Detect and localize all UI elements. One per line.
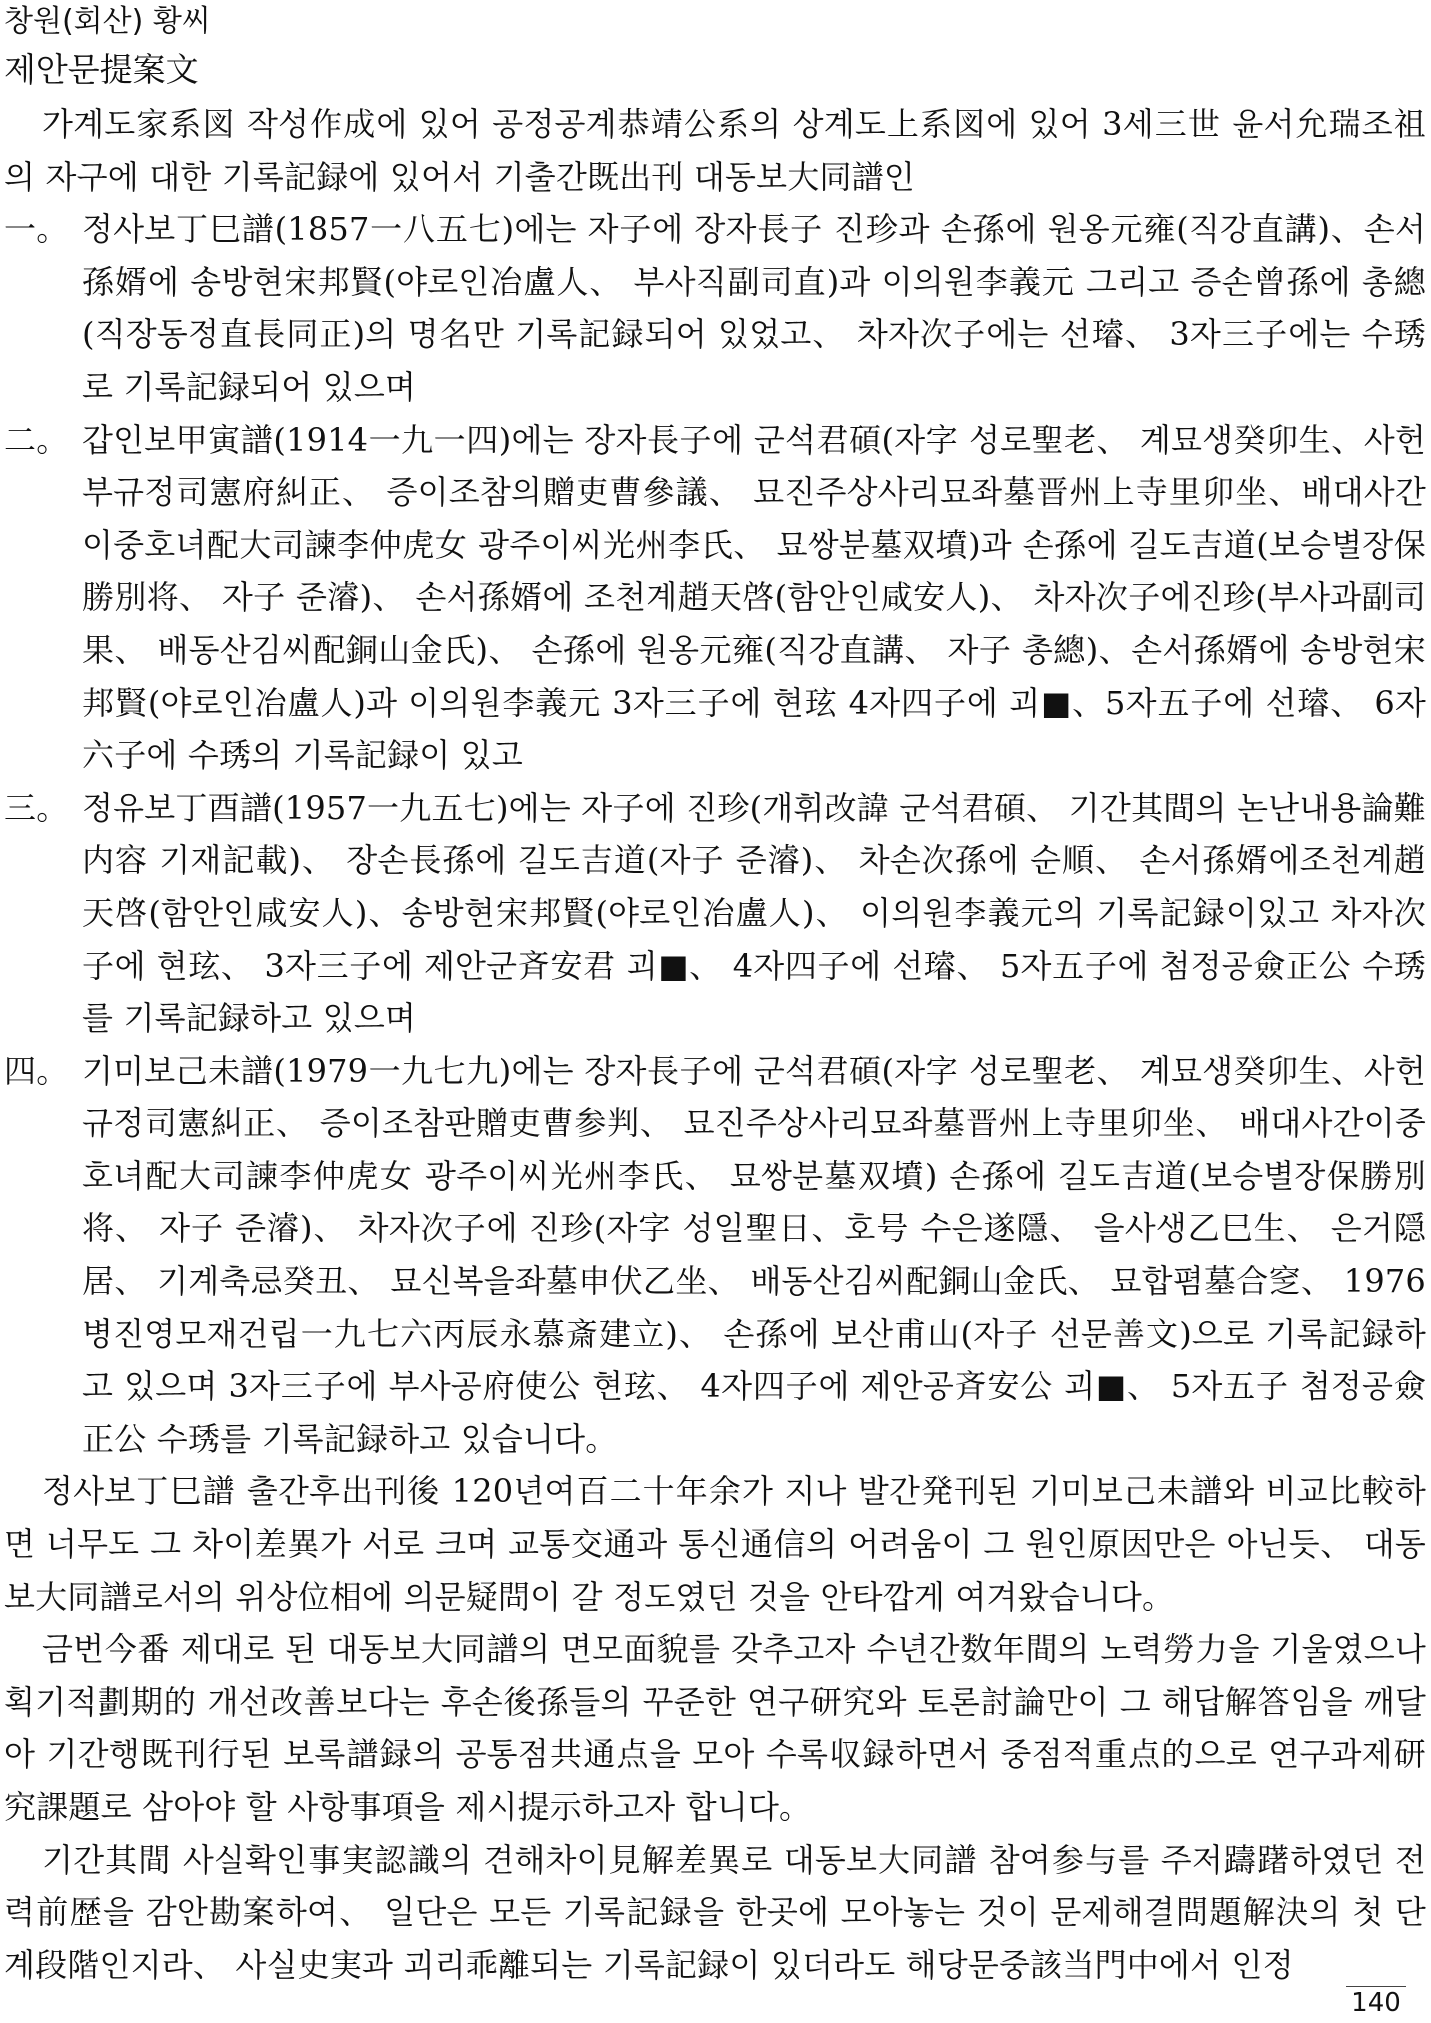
list-item-text: 기미보己未譜(1979一九七九)에는 장자長子에 군석君碩(자字 성로聖老、 계묘생癸卯生、사헌규정司憲糾正、 증이조참판贈吏曹参判、 묘진주상사리묘좌墓晋州上寺里卯坐、 배대사간이중호녀配大司諫李仲虎女 광주이씨光州李氏、 묘쌍분墓双墳) 손孫에 길도吉道(보승별장保勝別将、 자子 준濬)、 차자次子에 진珍(자字 성일聖日、호号 수은遂隱、 을사생乙巳生、 은거隠居、 기계축忌癸丑、 묘신복을좌墓申伏乙坐、 배동산김씨配銅山金氏、 묘합폄墓合窆、 1976병진영모재건립一九七六丙辰永慕斎建立)、 손孫에 보산甫山(자子 선문善文)으로 기록記録하고 있으며 3자三子에 부사공府使公 현玹、 4자四子에 제안공斉安公 괴■、 5자五子 첨정공僉正公 수琇를 기록記録하고 있습니다。 [82,1051,1426,1458]
list-item-number: 四。 [4,1051,69,1090]
body-paragraph: 정사보丁巳譜 출간후出刊後 120년여百二十年余가 지나 발간発刊된 기미보己未譜와 비교比較하면 너무도 그 차이差異가 서로 크며 교통交通과 통신通信의 어려움이 그 원인原因만은 아닌듯、 대동보大同譜로서의 위상位相에 의문疑問이 갈 정도였던 것을 안타깝게 여겨왔습니다。 [4,1472,1426,1616]
list-item-number: 三。 [4,788,69,827]
running-header: 창원(회산) 황씨 [4,4,211,39]
body-paragraph: 기간其間 사실확인事実認識의 견해차이見解差異로 대동보大同譜 참여参与를 주저躊躇하였던 전력前歴을 감안勘案하여、 일단은 모든 기록記録을 한곳에 모아놓는 것이 문제해결問題解決의 첫 단계段階인지라、 사실史実과 괴리乖離되는 기록記録이 있더라도 해당문중該当門中에서 인정 [4,1840,1426,1984]
list-item [4,203,1426,413]
section-title: 제안문提案文 [4,50,199,89]
document-body [4,98,1426,1991]
list-item-text: 정사보丁巳譜(1857一八五七)에는 자子에 장자長子 진珍과 손孫에 원옹元雍(직강直講)、손서孫婿에 송방현宋邦賢(야로인冶盧人、 부사직副司直)과 이의원李義元 그리고 증손曾孫에 총總(직장동정直長同正)의 명名만 기록記録되어 있었고、 차자次子에는 선璿、 3자三子에는 수琇로 기록記録되어 있으며 [82,210,1426,406]
page-number: 140 [1346,1986,1406,2019]
list-item [4,782,1426,1045]
list-item-text: 정유보丁酉譜(1957一九五七)에는 자子에 진珍(개휘改諱 군석君碩、 기간其間의 논난내용論難内容 기재記載)、 장손長孫에 길도吉道(자子 준濬)、 차손次孫에 순順、 손서孫婿에조천계趙天啓(함안인咸安人)、송방현宋邦賢(야로인冶盧人)、 이의원李義元의 기록記録이있고 차자次子에 현玹、 3자三子에 제안군斉安君 괴■、 4자四子에 선璿、 5자五子에 첨정공僉正公 수琇를 기록記録하고 있으며 [82,788,1426,1038]
list-item [4,1045,1426,1466]
intro-paragraph: 가계도家系図 작성作成에 있어 공정공계恭靖公系의 상계도上系図에 있어 3세三世 윤서允瑞조祖의 자구에 대한 기록記録에 있어서 기출간既出刊 대동보大同譜인 [4,105,1426,196]
list-item-number: 二。 [4,420,69,459]
list-item-number: 一。 [4,210,69,249]
body-paragraph: 금번今番 제대로 된 대동보大同譜의 면모面貌를 갖추고자 수년간数年間의 노력勞力을 기울였으나 획기적劃期的 개선改善보다는 후손後孫들의 꾸준한 연구研究와 토론討論만이 그 해답解答임을 깨달아 기간행既刊行된 보록譜録의 공통점共通点을 모아 수록収録하면서 중점적重点的으로 연구과제研究課題로 삼아야 할 사항事項을 제시提示하고자 합니다。 [4,1630,1426,1826]
list-item [4,414,1426,782]
list-item-text: 갑인보甲寅譜(1914一九一四)에는 장자長子에 군석君碩(자字 성로聖老、 계묘생癸卯生、사헌부규정司憲府糾正、 증이조참의贈吏曹參議、 묘진주상사리묘좌墓晋州上寺里卯坐、배대사간이중호녀配大司諫李仲虎女 광주이씨光州李氏、 묘쌍분墓双墳)과 손孫에 길도吉道(보승별장保勝別将、 자子 준濬)、 손서孫婿에 조천계趙天啓(함안인咸安人)、 차자次子에진珍(부사과副司果、 배동산김씨配銅山金氏)、 손孫에 원옹元雍(직강直講、 자子 총總)、손서孫婿에 송방현宋邦賢(야로인冶盧人)과 이의원李義元 3자三子에 현玹 4자四子에 괴■、5자五子에 선璿、 6자六子에 수琇의 기록記録이 있고 [82,420,1426,775]
